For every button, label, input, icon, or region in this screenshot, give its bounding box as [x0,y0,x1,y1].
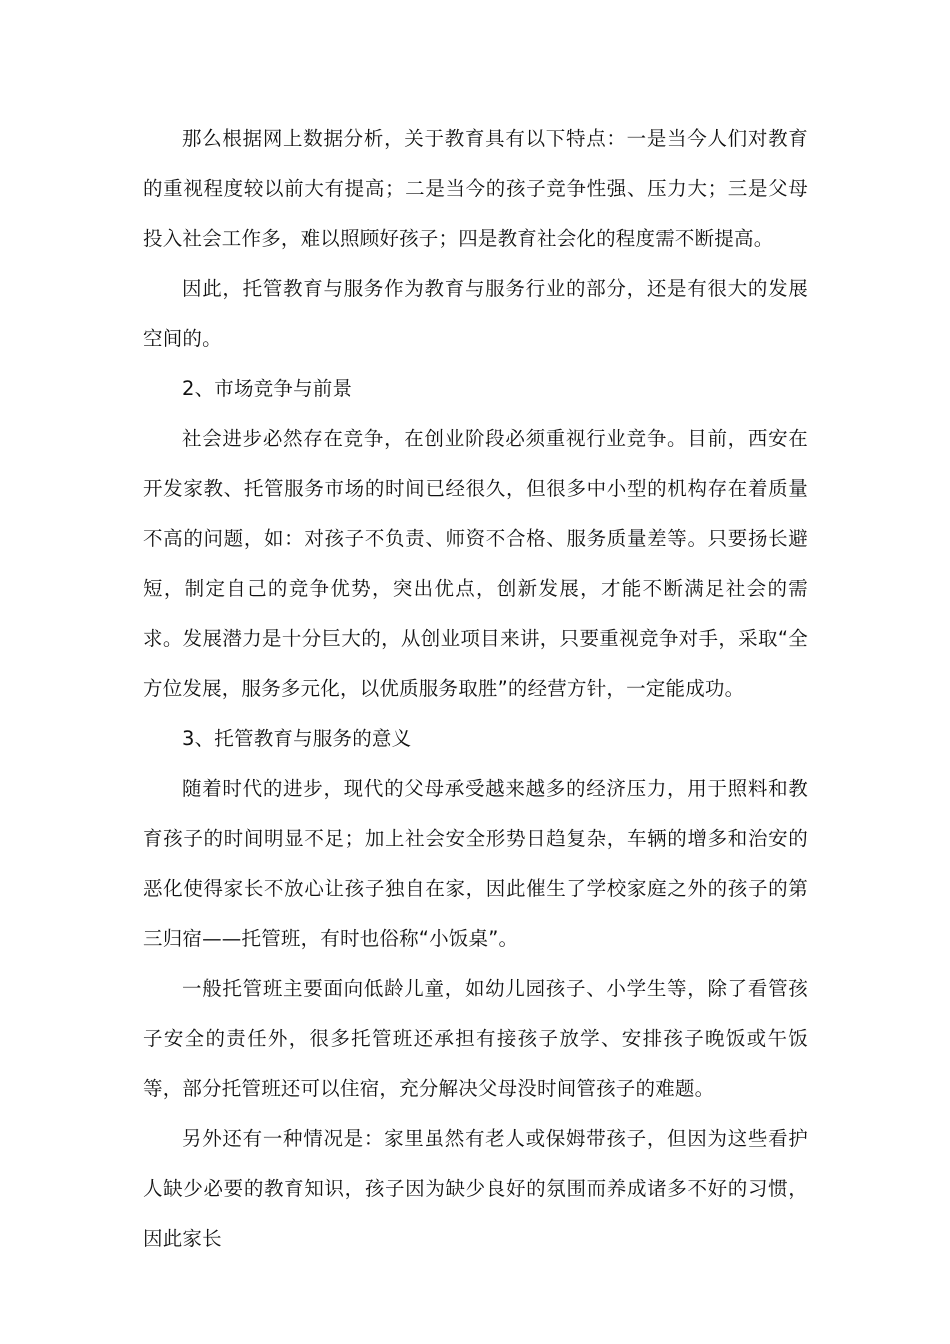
document-body [143,114,808,1264]
section-heading-significance: 3、托管教育与服务的意义 [182,727,412,750]
paragraph-target-children: 一般托管班主要面向低龄儿童，如幼儿园孩子、小学生等，除了看管孩子安全的责任外，很多托管班还承担有接孩子放学、安排孩子晚饭或午饭等，部分托管班还可以住宿，充分解决父母没时间管孩子的难题。 [143,977,808,1100]
paragraph-times-progress: 随着时代的进步，现代的父母承受越来越多的经济压力，用于照料和教育孩子的时间明显不足；加上社会安全形势日趋复杂，车辆的增多和治安的恶化使得家长不放心让孩子独自在家，因此催生了学校家庭之外的孩子的第三归宿——托管班，有时也俗称“小饭桌”。 [143,777,808,950]
paragraph-development-space: 因此，托管教育与服务作为教育与服务行业的部分，还是有很大的发展空间的。 [143,277,808,350]
paragraph-market-competition: 社会进步必然存在竞争，在创业阶段必须重视行业竞争。目前，西安在开发家教、托管服务市场的时间已经很久，但很多中小型的机构存在着质量不高的问题，如：对孩子不负责、师资不合格、服务质量差等。只要扬长避短，制定自己的竞争优势，突出优点，创新发展，才能不断满足社会的需求。发展潜力是十分巨大的，从创业项目来讲，只要重视竞争对手，采取“全方位发展，服务多元化，以优质服务取胜”的经营方针，一定能成功。 [143,427,808,700]
paragraph-education-features: 那么根据网上数据分析，关于教育具有以下特点：一是当今人们对教育的重视程度较以前大有提高；二是当今的孩子竞争性强、压力大；三是父母投入社会工作多，难以照顾好孩子；四是教育社会化的程度需不断提高。 [143,127,808,250]
section-heading-market-competition: 2、市场竞争与前景 [182,377,353,400]
paragraph-other-situation: 另外还有一种情况是：家里虽然有老人或保姆带孩子，但因为这些看护人缺少必要的教育知识，孩子因为缺少良好的氛围而养成诸多不好的习惯，因此家长 [143,1127,808,1250]
